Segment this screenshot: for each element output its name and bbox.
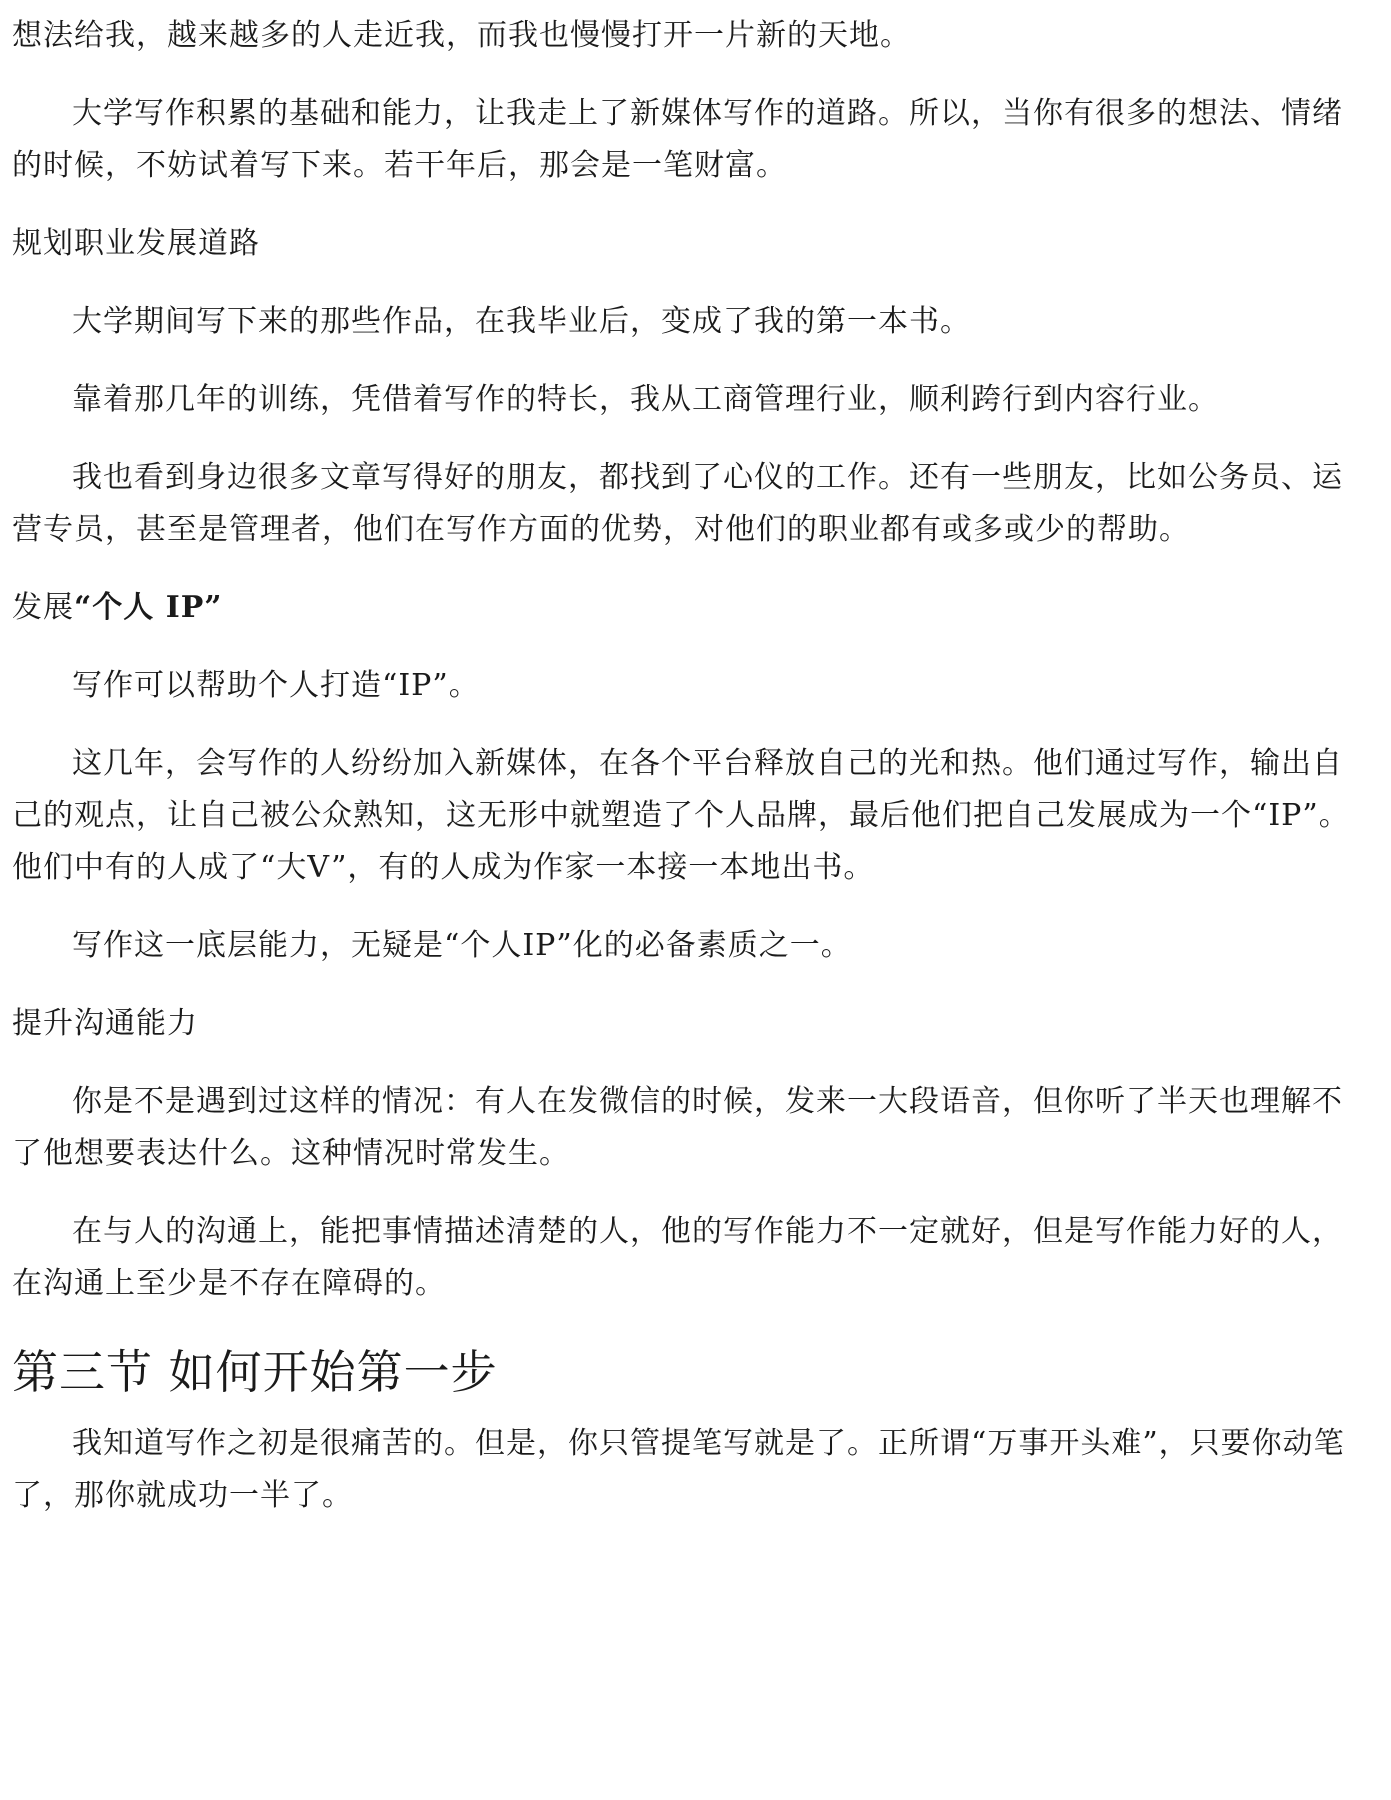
subheading-career: 规划职业发展道路 — [12, 226, 260, 261]
paragraph-start: 我知道写作之初是很痛苦的。但是，你只管提笔写就是了。正所谓“万事开头难”，只要你动笔了，那你就成功一半了。 — [12, 1426, 1345, 1513]
subheading-personal-ip — [12, 582, 1372, 634]
paragraph-intro-continued: 想法给我，越来越多的人走近我，而我也慢慢打开一片新的天地。 — [12, 18, 911, 53]
paragraph-communication: 在与人的沟通上，能把事情描述清楚的人，他的写作能力不一定就好，但是写作能力好的人，在沟通上至少是不存在障碍的。 — [12, 1214, 1343, 1301]
subheading-communication: 提升沟通能力 — [12, 1006, 198, 1041]
section-title: 第三节 如何开始第一步 — [12, 1345, 498, 1399]
paragraph-training: 靠着那几年的训练，凭借着写作的特长，我从工商管理行业，顺利跨行到内容行业。 — [72, 382, 1219, 417]
paragraph-ip-years: 这几年，会写作的人纷纷加入新媒体，在各个平台释放自己的光和热。他们通过写作，输出自己的观点，让自己被公众熟知，这无形中就塑造了个人品牌，最后他们把自己发展成为一个“IP”。他们中有的人成了“大V”，有的人成为作家一本接一本地出书。 — [12, 746, 1350, 885]
document-page — [12, 10, 1372, 1548]
paragraph-ip-help: 写作可以帮助个人打造“IP”。 — [72, 668, 480, 703]
paragraph-wechat: 你是不是遇到过这样的情况：有人在发微信的时候，发来一大段语音，但你听了半天也理解不了他想要表达什么。这种情况时常发生。 — [12, 1084, 1343, 1171]
paragraph-friends: 我也看到身边很多文章写得好的朋友，都找到了心仪的工作。还有一些朋友，比如公务员、运营专员，甚至是管理者，他们在写作方面的优势，对他们的职业都有或多或少的帮助。 — [12, 460, 1343, 547]
paragraph-ip-basic: 写作这一底层能力，无疑是“个人IP”化的必备素质之一。 — [72, 928, 852, 963]
subheading-personal-ip-bold: “个人 IP” — [74, 590, 223, 625]
paragraph-new-media: 大学写作积累的基础和能力，让我走上了新媒体写作的道路。所以，当你有很多的想法、情绪的时候，不妨试着写下来。若干年后，那会是一笔财富。 — [12, 96, 1343, 183]
subheading-personal-ip-prefix: 发展 — [12, 590, 74, 625]
paragraph-first-book: 大学期间写下来的那些作品，在我毕业后，变成了我的第一本书。 — [72, 304, 971, 339]
